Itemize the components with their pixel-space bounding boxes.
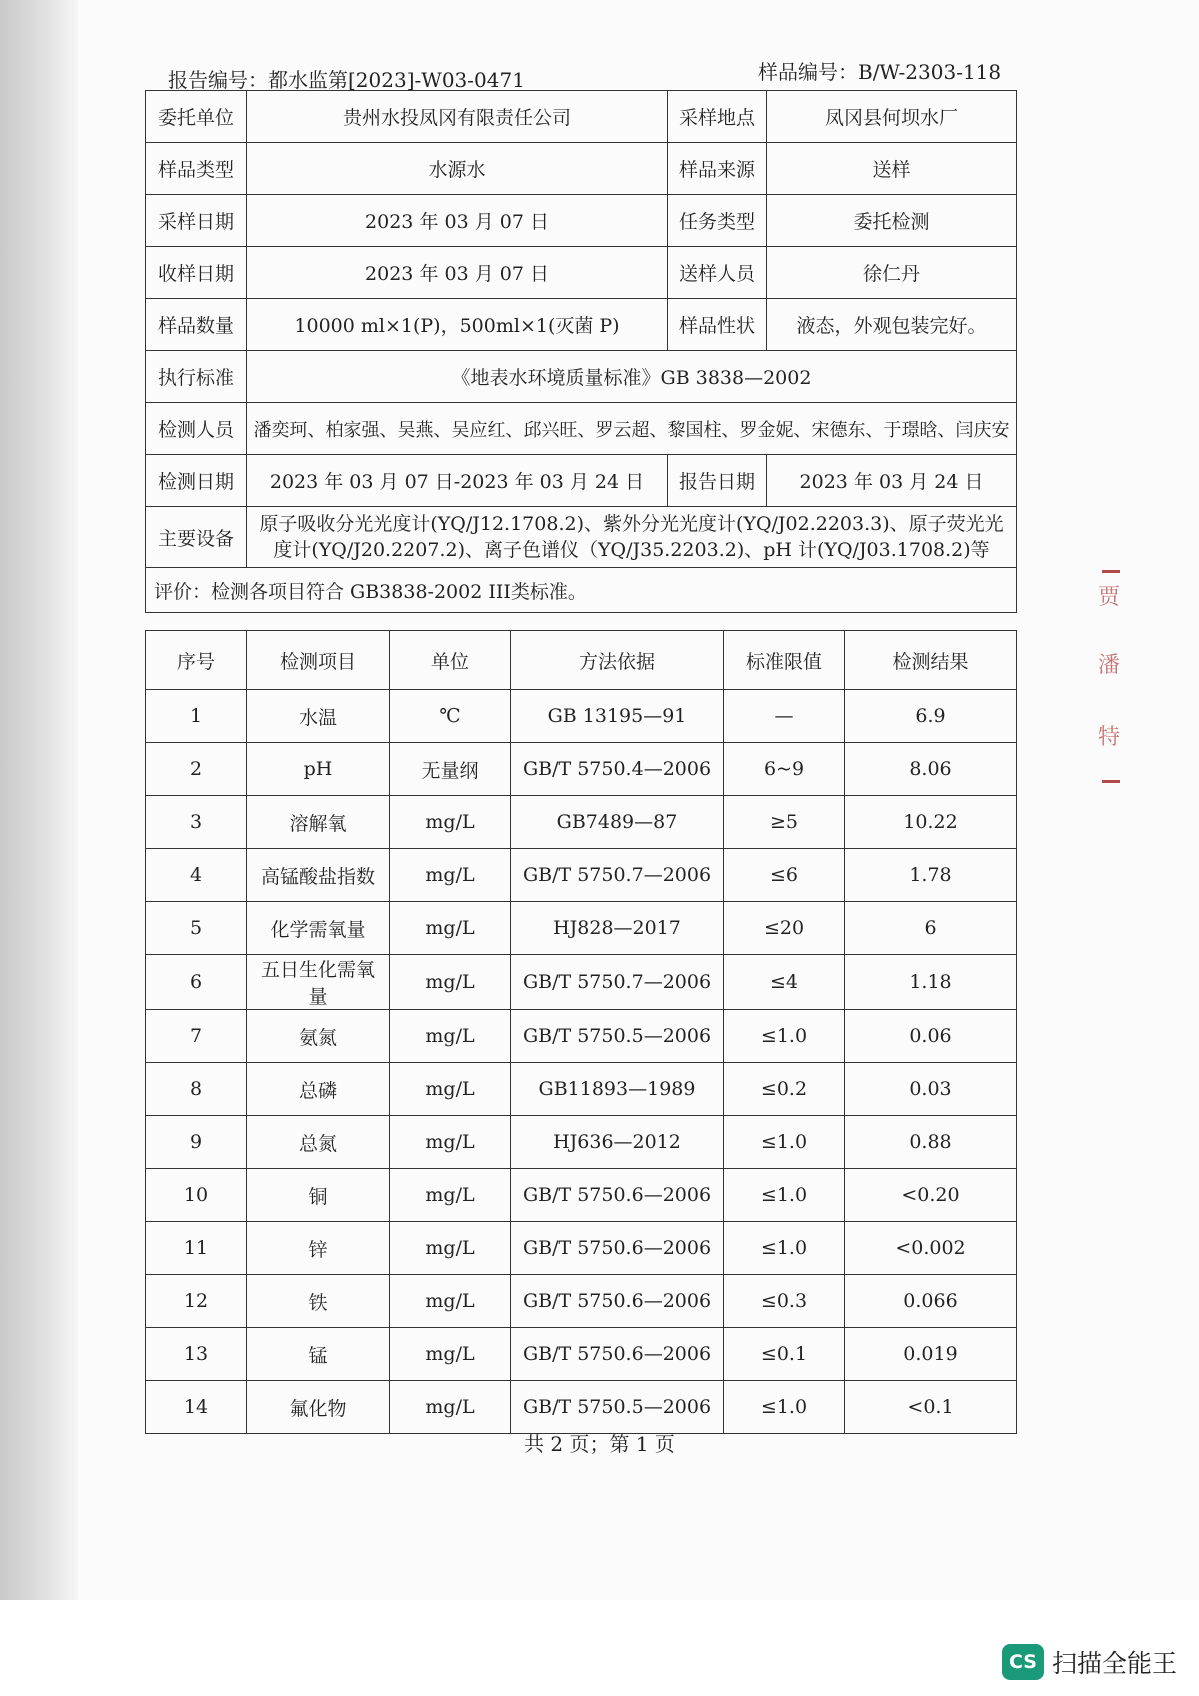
- row-index: 6: [146, 955, 247, 1010]
- row-item: 铁: [247, 1275, 390, 1328]
- row-item: 五日生化需氧量: [247, 955, 390, 1010]
- row-item: pH: [247, 743, 390, 796]
- col-header: 标准限值: [724, 631, 845, 690]
- test-date-value: 2023 年 03 月 07 日-2023 年 03 月 24 日: [247, 455, 668, 507]
- row-item: 高锰酸盐指数: [247, 849, 390, 902]
- row-unit: mg/L: [390, 796, 511, 849]
- row-index: 8: [146, 1063, 247, 1116]
- row-item: 化学需氧量: [247, 902, 390, 955]
- row-method: GB/T 5750.5—2006: [511, 1010, 724, 1063]
- client-label: 委托单位: [146, 91, 247, 143]
- row-method: GB7489—87: [511, 796, 724, 849]
- sender-label: 送样人员: [668, 247, 767, 299]
- table-row: [146, 849, 1017, 902]
- col-header: 单位: [390, 631, 511, 690]
- report-number: 报告编号：都水监第[2023]-W03-0471: [168, 68, 525, 92]
- quantity-label: 样品数量: [146, 299, 247, 351]
- row-limit: ≤0.3: [724, 1275, 845, 1328]
- report-date-value: 2023 年 03 月 24 日: [767, 455, 1017, 507]
- row-result: 0.066: [845, 1275, 1017, 1328]
- row-item: 锰: [247, 1328, 390, 1381]
- row-method: HJ828—2017: [511, 902, 724, 955]
- col-header: 检测结果: [845, 631, 1017, 690]
- sample-number: 样品编号：B/W-2303-118: [758, 60, 1002, 84]
- equipment-label: 主要设备: [146, 507, 247, 568]
- row-limit: 6~9: [724, 743, 845, 796]
- row-unit: mg/L: [390, 1169, 511, 1222]
- results-table: [145, 630, 1017, 1434]
- row-unit: 无量纲: [390, 743, 511, 796]
- row-method: GB/T 5750.6—2006: [511, 1169, 724, 1222]
- quantity-value: 10000 ml×1(P)，500ml×1(灭菌 P): [247, 299, 668, 351]
- row-method: GB/T 5750.6—2006: [511, 1222, 724, 1275]
- type-label: 样品类型: [146, 143, 247, 195]
- scan-shadow-edge: [0, 0, 78, 1600]
- table-row: [146, 1010, 1017, 1063]
- row-unit: ℃: [390, 690, 511, 743]
- table-row: [146, 796, 1017, 849]
- standard-label: 执行标准: [146, 351, 247, 403]
- row-result: 10.22: [845, 796, 1017, 849]
- row-item: 总磷: [247, 1063, 390, 1116]
- row-result: <0.002: [845, 1222, 1017, 1275]
- col-header: 序号: [146, 631, 247, 690]
- info-row: [146, 299, 1017, 351]
- info-row: [146, 568, 1017, 613]
- row-unit: mg/L: [390, 1116, 511, 1169]
- info-row: [146, 143, 1017, 195]
- table-row: [146, 902, 1017, 955]
- row-index: 4: [146, 849, 247, 902]
- table-row: [146, 1063, 1017, 1116]
- col-header: 检测项目: [247, 631, 390, 690]
- table-row: [146, 1169, 1017, 1222]
- row-result: 6: [845, 902, 1017, 955]
- info-row: [146, 403, 1017, 455]
- staff-value: 潘奕珂、柏家强、吴燕、吴应红、邱兴旺、罗云超、黎国柱、罗金妮、宋德东、于璟晗、闫庆安: [247, 403, 1017, 455]
- table-row: [146, 1381, 1017, 1434]
- row-index: 9: [146, 1116, 247, 1169]
- table-row: [146, 955, 1017, 1010]
- row-index: 7: [146, 1010, 247, 1063]
- row-unit: mg/L: [390, 955, 511, 1010]
- row-item: 锌: [247, 1222, 390, 1275]
- standard-value: 《地表水环境质量标准》GB 3838—2002: [247, 351, 1017, 403]
- row-unit: mg/L: [390, 1010, 511, 1063]
- table-row: [146, 1222, 1017, 1275]
- row-method: GB 13195—91: [511, 690, 724, 743]
- row-unit: mg/L: [390, 1328, 511, 1381]
- row-item: 铜: [247, 1169, 390, 1222]
- row-item: 氟化物: [247, 1381, 390, 1434]
- row-result: 1.78: [845, 849, 1017, 902]
- row-result: 0.03: [845, 1063, 1017, 1116]
- row-result: 0.88: [845, 1116, 1017, 1169]
- table-row: [146, 1275, 1017, 1328]
- row-limit: —: [724, 690, 845, 743]
- row-index: 11: [146, 1222, 247, 1275]
- info-row: [146, 247, 1017, 299]
- source-value: 送样: [767, 143, 1017, 195]
- info-row: [146, 91, 1017, 143]
- row-limit: ≤1.0: [724, 1222, 845, 1275]
- row-method: GB/T 5750.6—2006: [511, 1328, 724, 1381]
- table-row: [146, 690, 1017, 743]
- state-label: 样品性状: [668, 299, 767, 351]
- report-date-label: 报告日期: [668, 455, 767, 507]
- col-header: 方法依据: [511, 631, 724, 690]
- page-footer: 共 2 页；第 1 页: [524, 1432, 675, 1456]
- row-result: 0.019: [845, 1328, 1017, 1381]
- staff-label: 检测人员: [146, 403, 247, 455]
- sender-value: 徐仁丹: [767, 247, 1017, 299]
- row-method: GB/T 5750.5—2006: [511, 1381, 724, 1434]
- receive-date-label: 收样日期: [146, 247, 247, 299]
- row-unit: mg/L: [390, 1275, 511, 1328]
- row-method: GB11893—1989: [511, 1063, 724, 1116]
- row-result: <0.1: [845, 1381, 1017, 1434]
- row-result: <0.20: [845, 1169, 1017, 1222]
- row-limit: ≥5: [724, 796, 845, 849]
- row-result: 1.18: [845, 955, 1017, 1010]
- equipment-value: 原子吸收分光光度计(YQ/J12.1708.2)、紫外分光光度计(YQ/J02.2203.3)、原子荧光光度计(YQ/J20.2207.2)、离子色谱仪（YQ/J35.2203.2)、pH 计(YQ/J03.1708.2)等: [247, 507, 1017, 568]
- row-index: 5: [146, 902, 247, 955]
- row-unit: mg/L: [390, 1063, 511, 1116]
- row-index: 13: [146, 1328, 247, 1381]
- table-row: [146, 743, 1017, 796]
- row-method: GB/T 5750.6—2006: [511, 1275, 724, 1328]
- row-method: GB/T 5750.7—2006: [511, 849, 724, 902]
- sampling-date-label: 采样日期: [146, 195, 247, 247]
- site-label: 采样地点: [668, 91, 767, 143]
- row-index: 3: [146, 796, 247, 849]
- row-index: 12: [146, 1275, 247, 1328]
- source-label: 样品来源: [668, 143, 767, 195]
- row-unit: mg/L: [390, 1222, 511, 1275]
- row-unit: mg/L: [390, 902, 511, 955]
- row-unit: mg/L: [390, 1381, 511, 1434]
- row-limit: ≤1.0: [724, 1381, 845, 1434]
- row-limit: ≤1.0: [724, 1169, 845, 1222]
- row-method: GB/T 5750.4—2006: [511, 743, 724, 796]
- info-row: [146, 351, 1017, 403]
- row-item: 水温: [247, 690, 390, 743]
- test-date-label: 检测日期: [146, 455, 247, 507]
- task-label: 任务类型: [668, 195, 767, 247]
- row-method: GB/T 5750.7—2006: [511, 955, 724, 1010]
- row-index: 1: [146, 690, 247, 743]
- table-row: [146, 1116, 1017, 1169]
- row-index: 10: [146, 1169, 247, 1222]
- row-item: 溶解氧: [247, 796, 390, 849]
- row-index: 2: [146, 743, 247, 796]
- row-limit: ≤6: [724, 849, 845, 902]
- client-value: 贵州水投凤冈有限责任公司: [247, 91, 668, 143]
- cs-logo-icon: CS: [1002, 1644, 1044, 1680]
- row-item: 总氮: [247, 1116, 390, 1169]
- row-limit: ≤1.0: [724, 1116, 845, 1169]
- info-row: [146, 195, 1017, 247]
- row-limit: ≤4: [724, 955, 845, 1010]
- sampling-date-value: 2023 年 03 月 07 日: [247, 195, 668, 247]
- row-limit: ≤0.1: [724, 1328, 845, 1381]
- row-limit: ≤20: [724, 902, 845, 955]
- row-item: 氨氮: [247, 1010, 390, 1063]
- row-result: 8.06: [845, 743, 1017, 796]
- row-unit: mg/L: [390, 849, 511, 902]
- type-value: 水源水: [247, 143, 668, 195]
- scanner-watermark: [1002, 1644, 1177, 1680]
- seal-stamp: 贾 潘 特: [1098, 570, 1124, 790]
- info-row: [146, 455, 1017, 507]
- evaluation: 评价：检测各项目符合 GB3838-2002 III类标准。: [146, 568, 1017, 613]
- task-value: 委托检测: [767, 195, 1017, 247]
- state-value: 液态，外观包装完好。: [767, 299, 1017, 351]
- watermark-text: 扫描全能王: [1052, 1649, 1178, 1678]
- row-result: 0.06: [845, 1010, 1017, 1063]
- site-value: 凤冈县何坝水厂: [767, 91, 1017, 143]
- results-header-row: [146, 631, 1017, 690]
- row-limit: ≤0.2: [724, 1063, 845, 1116]
- info-row: [146, 507, 1017, 568]
- row-method: HJ636—2012: [511, 1116, 724, 1169]
- row-index: 14: [146, 1381, 247, 1434]
- table-row: [146, 1328, 1017, 1381]
- row-result: 6.9: [845, 690, 1017, 743]
- row-limit: ≤1.0: [724, 1010, 845, 1063]
- info-table: [145, 90, 1017, 613]
- receive-date-value: 2023 年 03 月 07 日: [247, 247, 668, 299]
